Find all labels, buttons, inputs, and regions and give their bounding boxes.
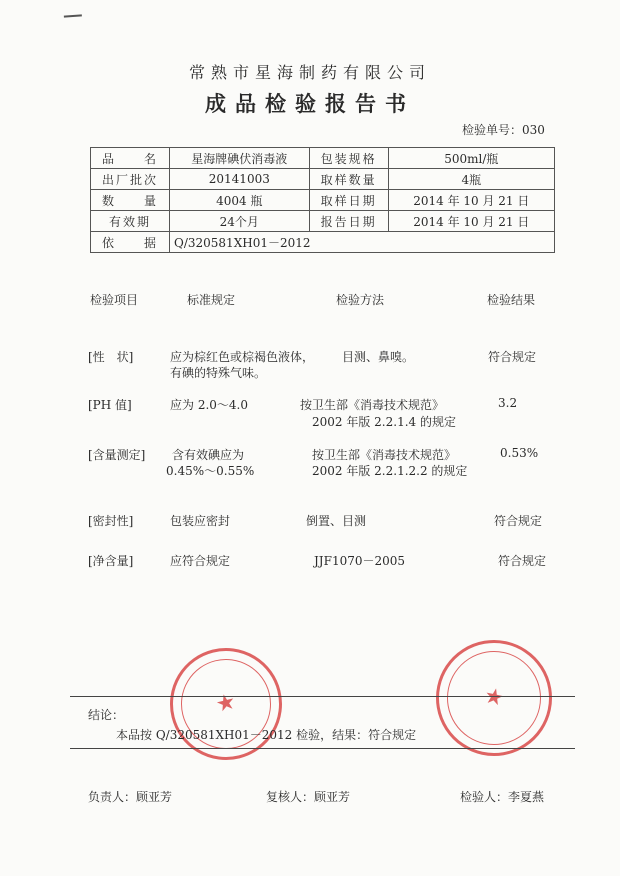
test-result: 0.53%: [500, 446, 539, 460]
test-method: 倒置、目测: [306, 514, 367, 528]
test-standard: 含有效碘应为: [172, 448, 245, 462]
info-row-basis: [91, 232, 555, 253]
product-info-table: [90, 147, 555, 253]
test-method: 2002 年版 2.2.1.4 的规定: [312, 415, 456, 429]
label-product-name: 品 名: [91, 148, 170, 169]
test-result: 符合规定: [498, 554, 547, 568]
label-basis: 依 据: [91, 232, 170, 253]
value-expiry: 24个月: [170, 211, 310, 232]
conclusion-text: 本品按 Q/320581XH01－2012 检验，结果：符合规定: [116, 728, 417, 742]
test-item: [含量测定]: [88, 448, 146, 462]
col-header-result: 检验结果: [487, 293, 536, 307]
test-item: [性 状]: [88, 350, 134, 364]
test-result: 3.2: [498, 396, 518, 410]
signature-inspector: 检验人：李夏燕: [460, 790, 545, 804]
label-sample-qty: 取样数量: [309, 169, 388, 190]
value-product-name: 星海牌碘伏消毒液: [170, 148, 310, 169]
signature-responsible: 负责人：顾亚芳: [88, 790, 173, 804]
test-standard: 0.45%～0.55%: [166, 464, 255, 478]
value-batch: 20141003: [170, 169, 310, 190]
inspection-seal: ★: [158, 636, 294, 772]
value-report-date: 2014 年 10 月 21 日: [388, 211, 554, 232]
divider-bottom: [70, 748, 575, 749]
info-row-quantity: [91, 190, 555, 211]
label-expiry: 有效期: [91, 211, 170, 232]
test-item: [净含量]: [88, 554, 134, 568]
test-method: 目测、鼻嗅。: [342, 350, 415, 364]
test-standard: 应符合规定: [170, 554, 231, 568]
company-name: 常熟市星海制药有限公司: [188, 63, 431, 82]
signature-reviewer: 复核人：顾亚芳: [266, 790, 351, 804]
label-batch: 出厂批次: [91, 169, 170, 190]
test-method: 按卫生部《消毒技术规范》: [300, 398, 445, 412]
report-title: 成品检验报告书: [205, 91, 415, 116]
label-quantity: 数 量: [91, 190, 170, 211]
col-header-method: 检验方法: [336, 293, 385, 307]
company-seal: ★: [425, 629, 563, 767]
report-number: 检验单号：030: [462, 123, 545, 137]
test-standard: 包装应密封: [170, 514, 231, 528]
test-method: 按卫生部《消毒技术规范》: [312, 448, 457, 462]
value-sample-qty: 4瓶: [388, 169, 554, 190]
test-method: 2002 年版 2.2.1.2.2 的规定: [312, 464, 468, 478]
label-package-spec: 包装规格: [309, 148, 388, 169]
value-sample-date: 2014 年 10 月 21 日: [388, 190, 554, 211]
info-row-expiry: [91, 211, 555, 232]
value-package-spec: 500ml/瓶: [388, 148, 554, 169]
info-row-name: [91, 148, 555, 169]
test-standard: 应为棕红色或棕褐色液体，: [170, 350, 315, 364]
divider-top: [70, 696, 575, 697]
test-method: JJF1070－2005: [314, 554, 406, 568]
test-standard: 应为 2.0～4.0: [170, 398, 248, 412]
label-sample-date: 取样日期: [309, 190, 388, 211]
value-quantity: 4004 瓶: [170, 190, 310, 211]
test-result: 符合规定: [488, 350, 537, 364]
value-basis: Q/320581XH01－2012: [170, 232, 555, 253]
conclusion-label: 结论：: [88, 708, 125, 722]
test-result: 符合规定: [494, 514, 543, 528]
test-item: [密封性]: [88, 514, 134, 528]
col-header-standard: 标准规定: [187, 293, 236, 307]
info-row-batch: [91, 169, 555, 190]
label-report-date: 报告日期: [309, 211, 388, 232]
col-header-item: 检验项目: [90, 293, 139, 307]
test-standard: 有碘的特殊气味。: [170, 366, 267, 380]
test-item: [PH 值]: [88, 398, 132, 412]
corner-mark: [64, 14, 82, 21]
